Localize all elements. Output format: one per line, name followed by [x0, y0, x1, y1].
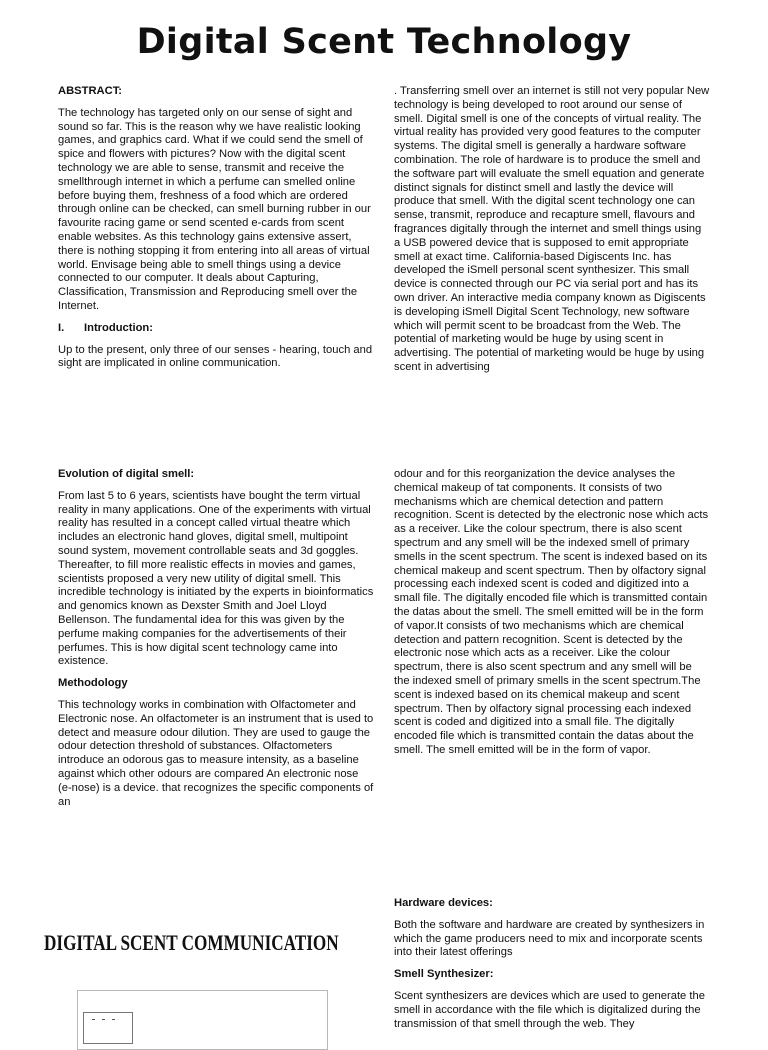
methodology-continued-column	[394, 468, 710, 766]
introduction-heading-text: Introduction:	[84, 321, 153, 334]
abstract-column	[58, 85, 374, 379]
hardware-heading: Hardware devices:	[394, 897, 493, 909]
methodology-heading: Methodology	[58, 677, 128, 690]
introduction-body: Up to the present, only three of our senses - hearing, touch and sight are implicated in online communication.	[58, 343, 373, 370]
synthesizer-heading: Smell Synthesizer:	[394, 968, 494, 981]
evolution-body: From last 5 to 6 years, scientists have bought the term virtual reality in many applications. One of the experiments with virtual reality has resulted in a concept called virtual theatre which includes an electronic hand gloves, digital smell, multipoint sound system, movement controllable seats and 3d goggles. Thereafter, to fill more realistic effects in movies and games, scientists proposed a very new utility of digital smell. This incredible technology is initiated by the experts in bioinformatics and genomics known as Dexster Smith and Joel Lloyd Bellenson. The fundamental idea for this was given by the perfume making companies for the advertisements of their perfumes. This is how digital scent technology came into existence.	[58, 489, 374, 668]
page-title: Digital Scent Technology	[136, 22, 632, 62]
introduction-heading	[58, 322, 374, 336]
synthesizer-body: Scent synthesizers are devices which are used to generate the smell in accordance with the file which is digitalized during the transmission of that smell through the web. They	[394, 989, 705, 1030]
figure-device-illustration	[83, 1012, 133, 1044]
evolution-column	[58, 468, 374, 817]
evolution-heading: Evolution of digital smell:	[58, 468, 195, 480]
introduction-continued-body: . Transferring smell over an internet is still not very popular New technology is being developed to root around our sense of smell. Digital smell is one of the concepts of virtual reality. The virtual reality has provided very good features to the computer systems. The digital smell is generally a hardware software combination. The role of hardware is to produce the smell and the software part will evaluate the smell equation and generate distinct signals for distinct smell and lastly the device will produce that smell. With the digital scent technology one can sense, transmit, reproduce and recapture smell, flavours and fragrances digitally through the internet and smell things using a USB powered device that is supposed to emit appropriate smell at exact time. California-based Digiscents Inc. has developed the iSmell personal scent synthesizer. This small device is connected through our PC via serial port and has its own driver. An interactive media company known as Digiscents is developing iSmell Digital Scent Technology, new software which will permit scent to be broadcast from the Web. The potential of marketing would be huge by using scent in advertising. The potential of marketing would be huge by using scent in advertising	[394, 85, 710, 373]
abstract-heading: ABSTRACT:	[58, 85, 123, 97]
hardware-column	[394, 897, 710, 1039]
abstract-body: The technology has targeted only on our sense of sight and sound so far. This is the reason why we have realistic looking games, and graphics card. What if we could send the smell of spice and flowers with pictures? Now with the digital scent technology we are able to sense, transmit and receive the smellthrough internet in which a perfume can smelled online before buying them, freshness of a food which are ordered through online can be checked, can smell burning rubber in our favourite racing game or send scented e-cards from scent enable websites. As this technology gains extensive assert, there is nothing stopping it from entering into all areas of virtual world. Envisage being able to smell things using a device connected to our computer. It deals about Capturing, Classification, Transmission and Reproducing smell over the Internet.	[58, 106, 371, 312]
hardware-body: Both the software and hardware are created by synthesizers in which the game producers need to mix and incorporate scents into their latest offerings	[394, 918, 705, 959]
figure-caption: DIGITAL SCENT COMMUNICATION	[44, 930, 339, 955]
methodology-body: This technology works in combination with Olfactometer and Electronic nose. An olfactometer is an instrument that is used to detect and measure odour dilution. They are used to gauge the odour detection threshold of substances. Olfactometers introduce an odorous gas to measure intensity, as a baseline against which other odours are compared An electronic nose (e-nose) is a device. that recognizes the specific components of an	[58, 698, 374, 808]
methodology-continued-body: odour and for this reorganization the device analyses the chemical makeup of tat components. It consists of two mechanisms which are chemical detection and pattern recognition. Scent is detected by the electronic nose which acts as a receiver. Like the colour spectrum, there is also scent spectrum and any smell will be the indexed smell of primary smells in the scent spectrum. The scent is indexed based on its chemical makeup and scent spectrum. Then by olfactory signal processing each indexed scent is coded and digitized into a small file. The digitally encoded file which is transmitted contain the datas about the smell. The smell emitted will be in the form of vapor.It consists of two mechanisms which are chemical detection and pattern recognition. Scent is detected by the electronic nose which acts as a receiver. Like the colour spectrum, there is also scent spectrum and any smell will be the indexed smell of primary smells in the scent spectrum.The scent is indexed based on its chemical makeup and scent spectrum. Then by olfactory signal processing each indexed scent is coded and digitized into a small file. The digitally encoded file which is transmitted contain the datas about the smell. The smell emitted will be in the form of vapor.	[394, 468, 709, 756]
section-number: I.	[58, 321, 65, 334]
intro-continued-column	[394, 85, 710, 383]
